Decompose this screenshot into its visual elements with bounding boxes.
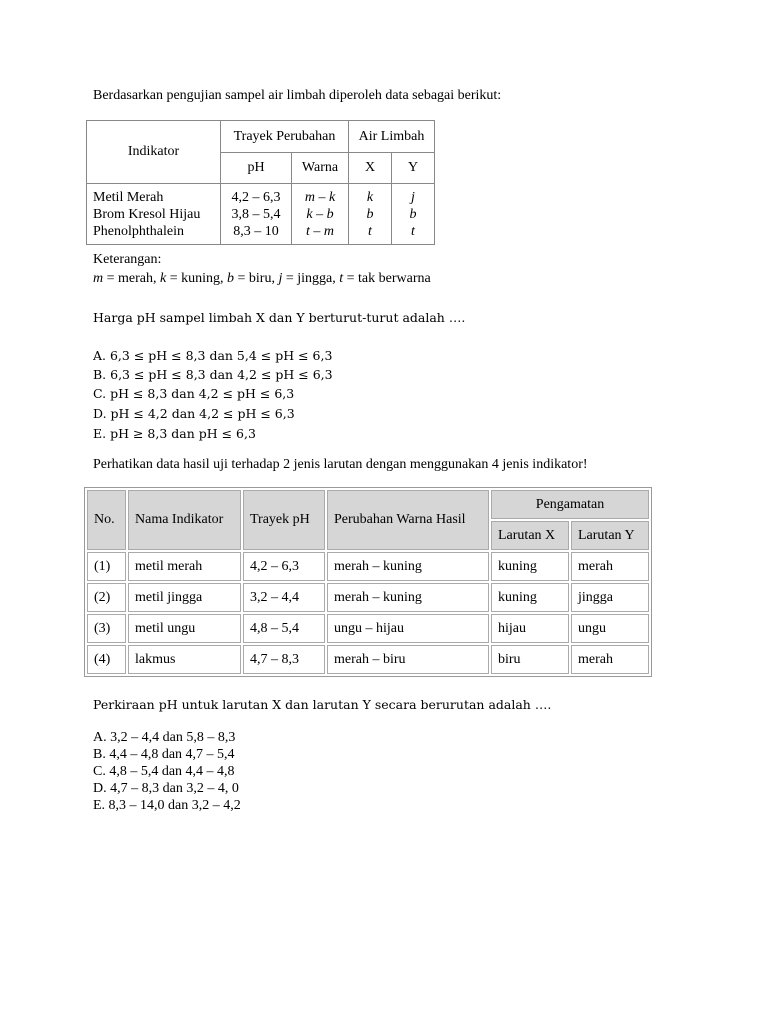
head-larutan-y: Larutan Y	[571, 521, 649, 550]
q2-intro: Perhatikan data hasil uji terhadap 2 jenis larutan dengan menggunakan 4 jenis indikator!	[93, 457, 588, 472]
q1-option-e[interactable]: E. pH ≥ 8,3 dan pH ≤ 6,3	[93, 426, 256, 441]
head-x: X	[349, 153, 392, 184]
cell-nama: metil ungu	[128, 614, 241, 643]
cell-trayek: 4,8 – 5,4	[243, 614, 325, 643]
indicator-test-table	[84, 487, 652, 677]
q1-option-b[interactable]: B. 6,3 ≤ pH ≤ 8,3 dan 4,2 ≤ pH ≤ 6,3	[93, 367, 333, 382]
cell-perubahan: merah – kuning	[327, 552, 489, 581]
row-ph: 3,8 – 5,4	[231, 207, 281, 222]
table-row	[87, 583, 649, 612]
cell-larutan-x: kuning	[491, 552, 569, 581]
row-name: Brom Kresol Hijau	[93, 207, 201, 222]
col-x-values	[349, 184, 392, 245]
head-trayek-ph: Trayek pH	[243, 490, 325, 550]
head-y: Y	[392, 153, 435, 184]
head-air-limbah: Air Limbah	[349, 121, 435, 153]
legend-text: = jingga,	[282, 271, 340, 286]
cell-perubahan: merah – kuning	[327, 583, 489, 612]
cell-no: (2)	[87, 583, 126, 612]
head-warna: Warna	[292, 153, 349, 184]
cell-larutan-y: jingga	[571, 583, 649, 612]
head-larutan-x: Larutan X	[491, 521, 569, 550]
q1-option-c[interactable]: C. pH ≤ 8,3 dan 4,2 ≤ pH ≤ 6,3	[93, 386, 295, 401]
row-y: j	[411, 190, 415, 205]
head-pengamatan: Pengamatan	[491, 490, 649, 519]
cell-nama: metil merah	[128, 552, 241, 581]
row-warna: t – m	[306, 224, 334, 239]
q2-option-e[interactable]: E. 8,3 – 14,0 dan 3,2 – 4,2	[93, 798, 241, 813]
row-warna: m – k	[304, 190, 336, 205]
cell-nama: metil jingga	[128, 583, 241, 612]
row-name: Metil Merah	[93, 190, 164, 205]
head-perubahan-warna: Perubahan Warna Hasil	[327, 490, 489, 550]
head-nama-indikator: Nama Indikator	[128, 490, 241, 550]
q2-option-c[interactable]: C. 4,8 – 5,4 dan 4,4 – 4,8	[93, 764, 235, 779]
row-x: t	[368, 224, 372, 239]
legend-text: = biru,	[234, 271, 279, 286]
legend-symbol: t	[339, 271, 344, 286]
q1-option-d[interactable]: D. pH ≤ 4,2 dan 4,2 ≤ pH ≤ 6,3	[93, 406, 295, 421]
cell-larutan-y: ungu	[571, 614, 649, 643]
cell-no: (1)	[87, 552, 126, 581]
row-y: b	[409, 207, 417, 222]
legend-line	[93, 270, 431, 287]
q2-option-b[interactable]: B. 4,4 – 4,8 dan 4,7 – 5,4	[93, 747, 235, 762]
legend-symbol: k	[160, 271, 167, 286]
legend-text: = kuning,	[166, 271, 228, 286]
q2-question: Perkiraan pH untuk larutan X dan larutan Y secara berurutan adalah ….	[93, 697, 552, 712]
row-name: Phenolphthalein	[93, 224, 184, 239]
row-ph: 4,2 – 6,3	[231, 190, 281, 205]
cell-no: (4)	[87, 645, 126, 674]
col-warna-values	[292, 184, 349, 245]
row-y: t	[411, 224, 415, 239]
q1-intro: Berdasarkan pengujian sampel air limbah diperoleh data sebagai berikut:	[93, 88, 502, 103]
cell-larutan-x: biru	[491, 645, 569, 674]
legend-symbol: b	[227, 271, 235, 286]
legend-symbol: j	[278, 271, 283, 286]
row-x: k	[366, 190, 374, 205]
cell-larutan-y: merah	[571, 645, 649, 674]
row-warna: k – b	[306, 207, 334, 222]
head-indikator: Indikator	[87, 121, 221, 184]
cell-larutan-x: kuning	[491, 583, 569, 612]
legend-text: = merah,	[103, 271, 160, 286]
q2-option-d[interactable]: D. 4,7 – 8,3 dan 3,2 – 4, 0	[93, 781, 239, 796]
legend-text: = tak berwarna	[343, 271, 431, 286]
cell-perubahan: ungu – hijau	[327, 614, 489, 643]
row-ph: 8,3 – 10	[233, 224, 279, 239]
cell-no: (3)	[87, 614, 126, 643]
head-trayek-perubahan: Trayek Perubahan	[221, 121, 349, 153]
table-row	[87, 552, 649, 581]
legend-symbol: m	[93, 271, 104, 286]
col-indikator-names	[87, 184, 221, 245]
col-y-values	[392, 184, 435, 245]
table-row	[87, 184, 435, 245]
cell-perubahan: merah – biru	[327, 645, 489, 674]
cell-trayek: 4,7 – 8,3	[243, 645, 325, 674]
table-row	[87, 645, 649, 674]
col-ph-values	[221, 184, 292, 245]
head-no: No.	[87, 490, 126, 550]
keterangan-label: Keterangan:	[93, 252, 162, 267]
q1-option-a[interactable]: A. 6,3 ≤ pH ≤ 8,3 dan 5,4 ≤ pH ≤ 6,3	[93, 348, 333, 363]
cell-larutan-x: hijau	[491, 614, 569, 643]
cell-larutan-y: merah	[571, 552, 649, 581]
cell-trayek: 3,2 – 4,4	[243, 583, 325, 612]
cell-nama: lakmus	[128, 645, 241, 674]
head-ph: pH	[221, 153, 292, 184]
row-x: b	[366, 207, 374, 222]
q1-question: Harga pH sampel limbah X dan Y berturut-turut adalah ….	[93, 310, 466, 325]
q2-option-a[interactable]: A. 3,2 – 4,4 dan 5,8 – 8,3	[93, 730, 236, 745]
cell-trayek: 4,2 – 6,3	[243, 552, 325, 581]
indicator-table	[86, 120, 435, 245]
table-row	[87, 614, 649, 643]
